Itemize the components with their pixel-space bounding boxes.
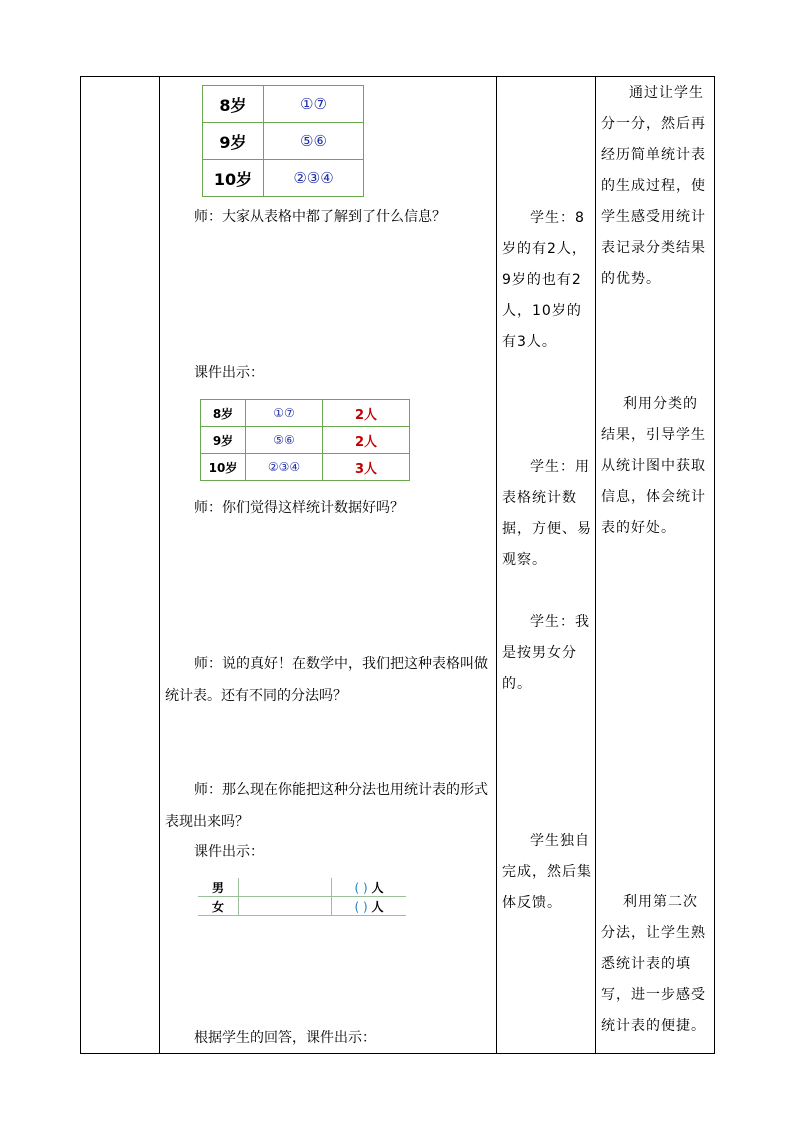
count-cell: 2人 <box>323 400 410 427</box>
teacher-question-3: 师：说的真好！在数学中，我们把这种表格叫做统计表。还有不同的分法吗？ <box>165 656 488 704</box>
teacher-question-2: 师：你们觉得这样统计数据好吗？ <box>194 500 404 516</box>
tally-cell <box>239 878 332 897</box>
count-cell: 2人 <box>323 427 410 454</box>
age-cell: 9岁 <box>203 123 264 160</box>
column-divider-3 <box>595 76 596 1054</box>
count-cell: 3人 <box>323 454 410 481</box>
count-blank: ( ) <box>354 899 368 914</box>
student-answer-2: 学生：用表格统计数据，方便、易观察。 <box>502 459 592 568</box>
age-cell: 8岁 <box>201 400 246 427</box>
ids-cell: ②③④ <box>246 454 323 481</box>
design-intent-3: 利用第二次分法，让学生熟悉统计表的填写，进一步感受统计表的便捷。 <box>601 894 706 1034</box>
column-divider-2 <box>496 76 497 1054</box>
age-table-1 <box>202 85 364 197</box>
gender-cell: 男 <box>198 878 239 897</box>
ids-cell: ⑤⑥ <box>246 427 323 454</box>
tally-cell <box>239 897 332 916</box>
courseware-label-2: 课件出示： <box>194 844 264 860</box>
teacher-question-1: 师：大家从表格中都了解到了什么信息？ <box>194 209 446 225</box>
age-cell: 10岁 <box>203 160 264 197</box>
design-intent-2: 利用分类的结果，引导学生从统计图中获取信息，体会统计表的好处。 <box>601 396 706 536</box>
age-cell: 10岁 <box>201 454 246 481</box>
count-blank: ( ) <box>354 880 368 895</box>
student-answer-3: 学生：我是按男女分的。 <box>502 614 590 692</box>
teacher-question-4: 师：那么现在你能把这种分法也用统计表的形式表现出来吗？ <box>165 782 488 830</box>
courseware-label-1: 课件出示： <box>194 365 264 381</box>
unit-label: 人 <box>371 880 384 895</box>
student-answer-4: 学生独自完成，然后集体反馈。 <box>502 833 592 911</box>
age-cell: 8岁 <box>203 86 264 123</box>
gender-cell: 女 <box>198 897 239 916</box>
ids-cell: ②③④ <box>264 160 364 197</box>
ids-cell: ①⑦ <box>246 400 323 427</box>
gender-table <box>198 878 406 916</box>
ids-cell: ①⑦ <box>264 86 364 123</box>
unit-label: 人 <box>371 899 384 914</box>
ids-cell: ⑤⑥ <box>264 123 364 160</box>
age-cell: 9岁 <box>201 427 246 454</box>
design-intent-1: 通过让学生分一分，然后再经历简单统计表的生成过程，使学生感受用统计表记录分类结果的优势。 <box>601 85 706 287</box>
closing-line: 根据学生的回答，课件出示： <box>194 1030 376 1046</box>
student-answer-1: 学生：8岁的有2人，9岁的也有2人，10岁的有3人。 <box>502 210 587 350</box>
column-divider-1 <box>159 76 160 1054</box>
age-count-table <box>200 399 410 481</box>
